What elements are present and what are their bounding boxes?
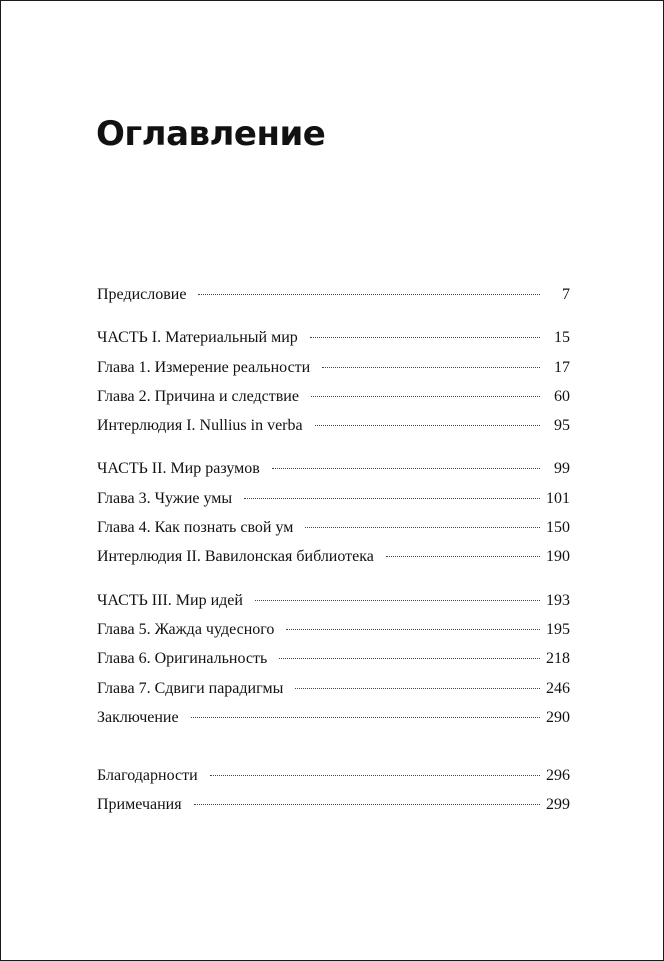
dot-leader [295,688,540,689]
toc-entry-title: Глава 7. Сдвиги парадигмы [97,679,284,697]
toc-group-back-matter [97,761,570,820]
toc-group-part-1 [97,323,570,440]
toc-entry-title: Заключение [97,708,179,726]
toc-entry[interactable] [97,454,570,483]
toc-entry-page: 193 [546,591,570,609]
toc-group-part-2 [97,454,570,571]
toc-entry-title: Глава 6. Оригинальность [97,650,268,668]
toc-entry[interactable] [97,353,570,382]
page-title: Оглавление [96,114,326,154]
dot-leader [322,367,540,368]
toc-entry-title: Глава 1. Измерение реальности [97,358,311,376]
dot-leader [286,629,540,630]
dot-leader [198,294,540,295]
table-of-contents [97,280,570,820]
toc-entry-page: 246 [546,679,570,697]
toc-entry-title: Примечания [97,796,182,814]
toc-entry-page: 296 [546,767,570,785]
toc-entry[interactable] [97,615,570,644]
toc-entry[interactable] [97,542,570,571]
toc-entry-title: Глава 3. Чужие умы [97,489,233,507]
toc-entry-page: 17 [554,358,570,376]
toc-entry-page: 195 [546,620,570,638]
toc-entry-page: 218 [546,650,570,668]
dot-leader [279,658,540,659]
toc-entry[interactable] [97,761,570,790]
toc-entry-title: ЧАСТЬ III. Мир идей [97,591,243,609]
toc-entry-page: 101 [546,489,570,507]
toc-entry[interactable] [97,703,570,732]
dot-leader [194,804,540,805]
toc-entry-page: 7 [562,286,570,303]
dot-leader [311,396,540,397]
toc-entry[interactable] [97,586,570,615]
toc-entry-page: 299 [546,796,570,814]
toc-entry-page: 95 [554,417,570,435]
toc-entry-title: Интерлюдия I. Nullius in verba [97,417,303,435]
toc-entry-page: 150 [546,519,570,537]
toc-entry-title: ЧАСТЬ II. Мир разумов [97,460,260,478]
toc-entry-title: Глава 4. Как познать свой ум [97,519,294,537]
dot-leader [255,600,540,601]
toc-entry[interactable] [97,411,570,440]
dot-leader [191,717,540,718]
toc-entry-page: 190 [546,548,570,566]
dot-leader [272,468,540,469]
toc-group-front-matter [97,280,570,309]
toc-entry-page: 290 [546,708,570,726]
toc-entry[interactable] [97,484,570,513]
dot-leader [310,337,540,338]
toc-entry[interactable] [97,382,570,411]
toc-entry[interactable] [97,674,570,703]
toc-entry-page: 15 [554,329,570,347]
toc-entry-title: Благодарности [97,767,198,785]
toc-entry[interactable] [97,644,570,673]
toc-entry-title: Интерлюдия II. Вавилонская библиотека [97,548,374,566]
toc-entry[interactable] [97,280,570,309]
toc-entry-page: 60 [554,387,570,405]
toc-entry-title: Предисловие [97,286,187,303]
toc-entry-title: Глава 2. Причина и следствие [97,387,299,405]
dot-leader [244,498,540,499]
toc-entry-title: Глава 5. Жажда чудесного [97,620,275,638]
toc-entry[interactable] [97,513,570,542]
toc-entry[interactable] [97,790,570,819]
toc-entry[interactable] [97,323,570,352]
dot-leader [315,425,540,426]
dot-leader [305,527,540,528]
dot-leader [210,775,540,776]
toc-entry-page: 99 [554,460,570,478]
toc-entry-title: ЧАСТЬ I. Материальный мир [97,329,298,347]
toc-group-part-3 [97,586,570,732]
dot-leader [386,556,540,557]
